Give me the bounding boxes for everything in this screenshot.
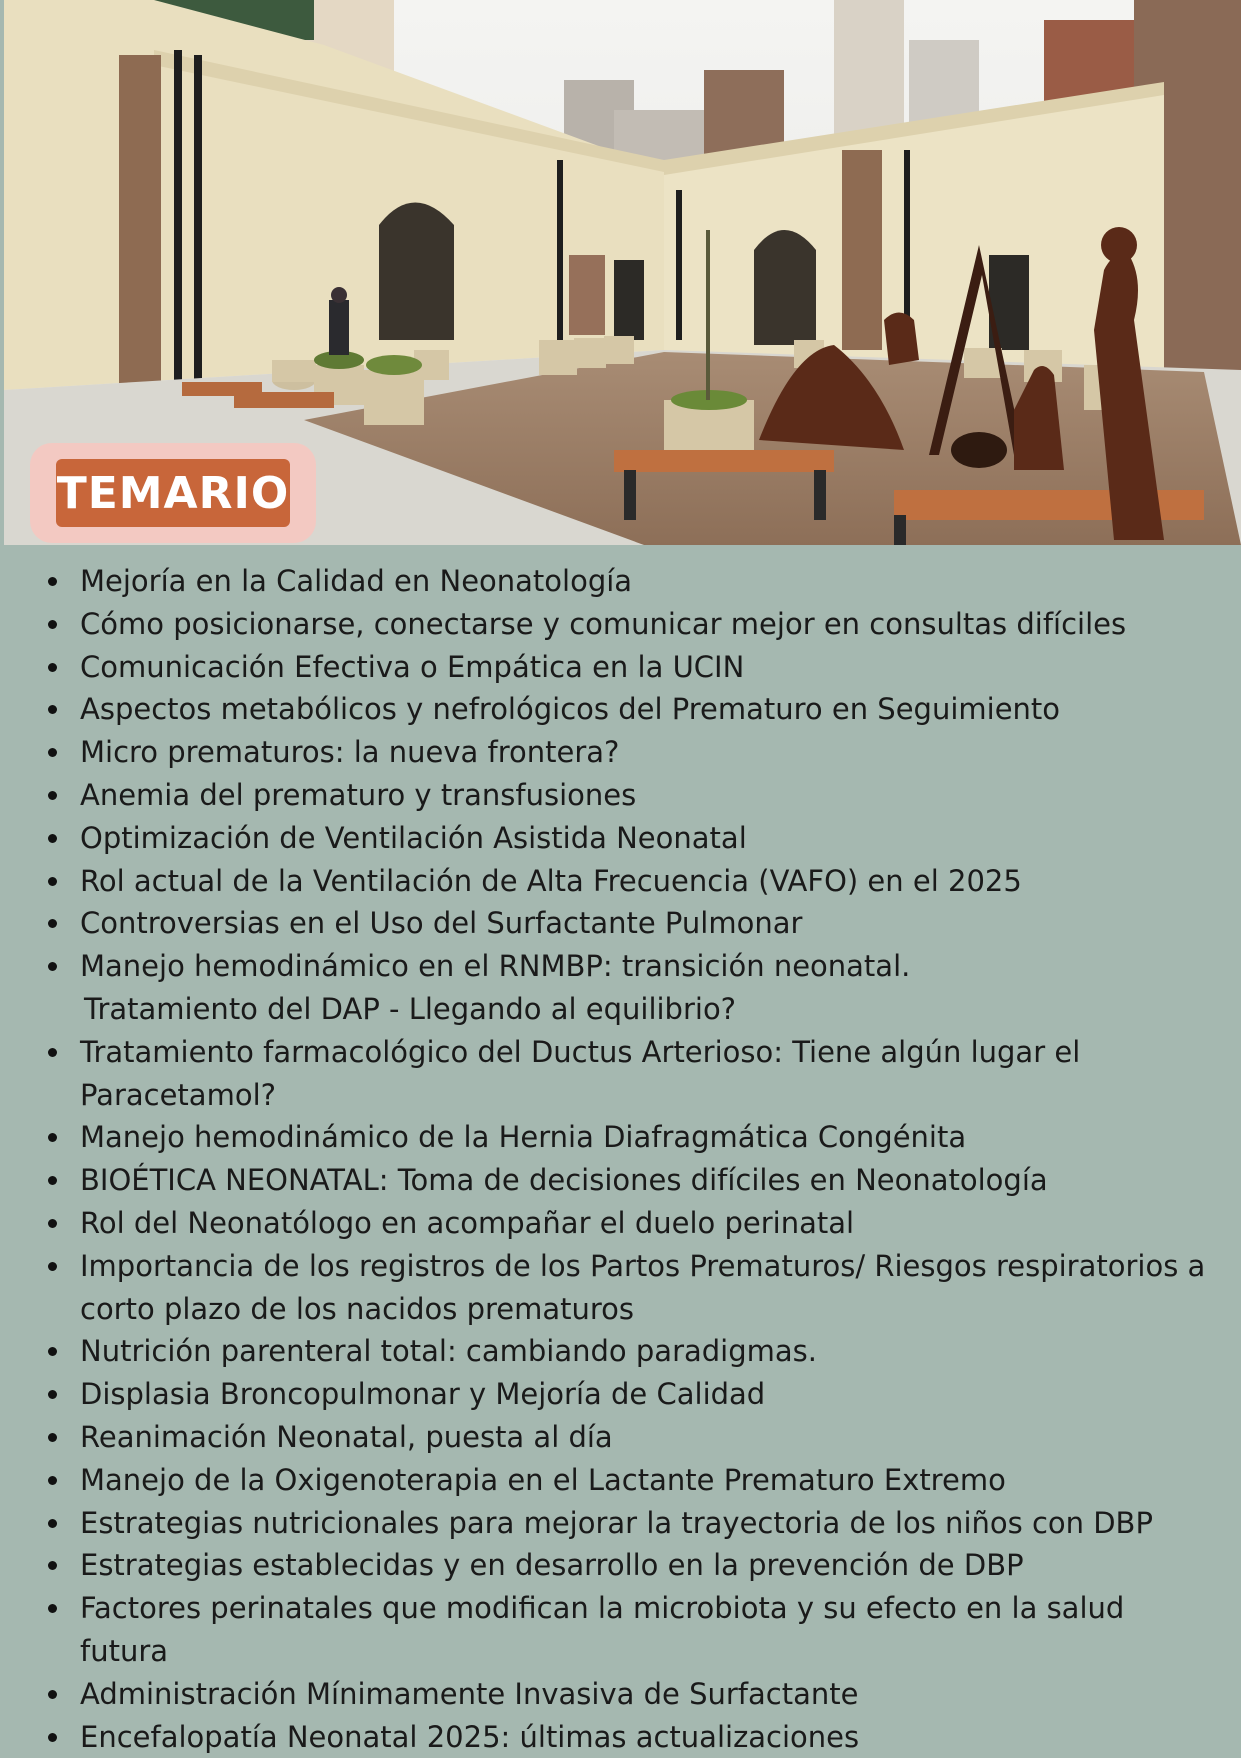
topic-item: [0, 646, 1241, 689]
topic-text: Mejoría en la Calidad en Neonatología: [80, 564, 633, 598]
topic-text: Manejo hemodinámico de la Hernia Diafragmática Congénita: [80, 1120, 967, 1155]
topic-item: [0, 774, 1241, 817]
topic-item: [0, 1459, 1241, 1502]
topic-item: [0, 688, 1241, 731]
topic-text: Optimización de Ventilación Asistida Neonatal: [80, 820, 747, 855]
topic-text: Anemia del prematuro y transfusiones: [80, 777, 637, 812]
topic-text: Micro prematuros: la nueva frontera?: [80, 735, 620, 770]
temario-badge: TEMARIO: [56, 459, 290, 527]
topic-text: Comunicación Efectiva o Empática en la UCIN: [80, 649, 745, 684]
topic-text: Controversias en el Uso del Surfactante Pulmonar: [80, 906, 803, 941]
topic-text: Encefalopatía Neonatal 2025: últimas actualizaciones: [80, 1719, 860, 1754]
topic-text: BIOÉTICA NEONATAL: Toma de decisiones difíciles en Neonatología: [80, 1163, 1048, 1198]
topic-text: Cómo posicionarse, conectarse y comunicar mejor en consultas difíciles: [80, 606, 1127, 641]
topic-text: Manejo de la Oxigenoterapia en el Lactante Prematuro Extremo: [80, 1462, 1006, 1497]
topic-text: Tratamiento farmacológico del Ductus Arterioso: Tiene algún lugar el: [80, 1034, 1081, 1069]
topic-item: [0, 560, 1241, 603]
topic-item: [0, 1416, 1241, 1459]
topic-text: Aspectos metabólicos y nefrológicos del Prematuro en Seguimiento: [80, 692, 1061, 727]
topic-item: [0, 1159, 1241, 1202]
topic-text: Paracetamol?: [80, 1077, 277, 1112]
topic-text: Nutrición parenteral total: cambiando paradigmas.: [80, 1334, 817, 1369]
topic-item: [0, 817, 1241, 860]
topic-text: Displasia Broncopulmonar y Mejoría de Calidad: [80, 1377, 766, 1412]
temario-badge-outline: [30, 443, 316, 543]
topic-item: [0, 1373, 1241, 1416]
topic-item: [0, 945, 1241, 1031]
topic-text: Rol del Neonatólogo en acompañar el duelo perinatal: [80, 1205, 855, 1240]
topic-item: [0, 1202, 1241, 1245]
topic-text: corto plazo de los nacidos prematuros: [80, 1291, 635, 1326]
topic-item: [0, 1330, 1241, 1373]
topic-text: Rol actual de la Ventilación de Alta Frecuencia (VAFO) en el 2025: [80, 863, 1022, 898]
topic-item: [0, 1673, 1241, 1716]
topic-text: Administración Mínimamente Invasiva de Surfactante: [80, 1676, 859, 1711]
topic-text: Importancia de los registros de los Partos Prematuros/ Riesgos respiratorios a: [80, 1248, 1206, 1283]
topic-item: [0, 731, 1241, 774]
topic-text: Estrategias nutricionales para mejorar la trayectoria de los niños con DBP: [80, 1505, 1153, 1540]
topic-item: [0, 1502, 1241, 1545]
topic-item: [0, 1031, 1241, 1117]
topic-text: Estrategias establecidas y en desarrollo en la prevención de DBP: [80, 1548, 1024, 1583]
topic-text: Factores perinatales que modifican la microbiota y su efecto en la salud futura: [80, 1591, 1125, 1668]
topic-item: [0, 860, 1241, 903]
topic-text: Manejo hemodinámico en el RNMBP: transición neonatal.: [80, 949, 911, 984]
topic-item: [0, 1116, 1241, 1159]
topic-item: [0, 1245, 1241, 1331]
topic-item: [0, 1544, 1241, 1587]
topic-item: [0, 902, 1241, 945]
topic-item: [0, 603, 1241, 646]
topics-list: [0, 560, 1241, 1758]
topic-text: Reanimación Neonatal, puesta al día: [80, 1419, 613, 1454]
topic-item: [0, 1716, 1241, 1758]
topic-text: Tratamiento del DAP - Llegando al equilibrio?: [84, 991, 737, 1026]
topic-item: [0, 1587, 1241, 1673]
